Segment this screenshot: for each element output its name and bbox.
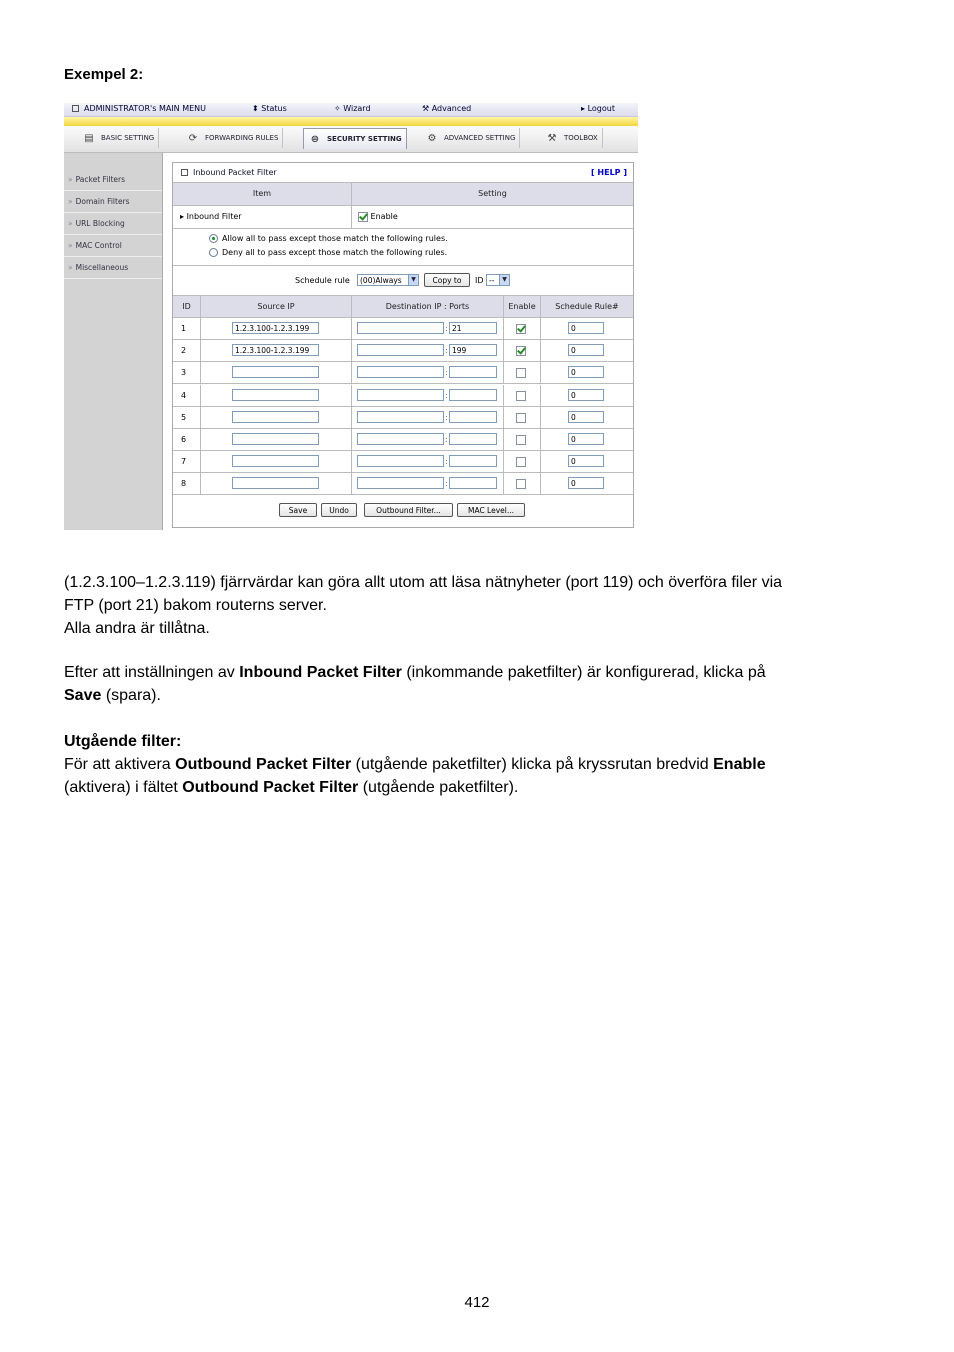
rule-enable-checkbox[interactable] <box>516 479 526 489</box>
enable-header: Enable <box>508 302 536 311</box>
schedule-input[interactable]: 0 <box>568 344 604 356</box>
sidebar-item-label: URL Blocking <box>75 219 125 228</box>
table-row <box>173 385 633 407</box>
paragraph-3 <box>64 730 894 799</box>
tab-label: TOOLBOX <box>564 134 598 142</box>
logout-label: Logout <box>587 104 615 113</box>
item-setting-header <box>173 183 633 206</box>
sidebar-item-domain-filters[interactable] <box>64 191 162 213</box>
bullet-icon: » <box>68 197 73 206</box>
panel-title-bar <box>173 163 633 183</box>
port-separator: : <box>445 479 448 488</box>
dest-ip-input[interactable] <box>357 366 444 378</box>
schedule-select[interactable] <box>357 274 419 286</box>
rule-enable-checkbox[interactable] <box>516 457 526 467</box>
sidebar-item-label: Domain Filters <box>75 197 130 206</box>
id-header: ID <box>182 302 191 311</box>
paragraph-1 <box>64 571 894 640</box>
page-number: 412 <box>464 1294 490 1311</box>
main-menu-label: ADMINISTRATOR's MAIN MENU <box>84 104 206 113</box>
rule-id: 3 <box>181 368 187 377</box>
rule-id: 1 <box>181 324 187 333</box>
tab-advanced-setting[interactable] <box>421 128 520 148</box>
port-separator: : <box>445 346 448 355</box>
schedule-input[interactable]: 0 <box>568 322 604 334</box>
sidebar <box>64 153 163 530</box>
port-separator: : <box>445 324 448 333</box>
sidebar-item-label: MAC Control <box>75 241 122 250</box>
rule-enable-checkbox[interactable] <box>516 346 526 356</box>
rule-enable-checkbox[interactable] <box>516 324 526 334</box>
tab-label: ADVANCED SETTING <box>444 134 516 142</box>
dest-ip-input[interactable] <box>357 477 444 489</box>
id-value: -- <box>489 276 495 285</box>
rule-id: 4 <box>181 391 187 400</box>
bullet-icon: » <box>68 241 73 250</box>
inbound-packet-filter-panel <box>172 162 634 528</box>
source-ip-input[interactable] <box>232 389 319 401</box>
allow-option[interactable] <box>209 234 448 243</box>
bold-term: Save <box>64 687 102 704</box>
rule-id: 8 <box>181 479 187 488</box>
rules-table-header <box>173 296 633 318</box>
port-separator: : <box>445 413 448 422</box>
arrow-right-icon: ▸ <box>180 212 187 221</box>
save-button[interactable]: Save <box>279 503 317 517</box>
mac-level-button[interactable]: MAC Level... <box>457 503 525 517</box>
tab-bar <box>64 126 638 153</box>
deny-rule-label: Deny all to pass except those match the following rules. <box>222 248 448 257</box>
rule-id: 6 <box>181 435 187 444</box>
table-row <box>173 362 633 384</box>
col-item-header: Item <box>252 189 272 198</box>
example-heading: Exempel 2: <box>64 66 144 83</box>
chevron-down-icon: ▼ <box>499 275 509 285</box>
panel-title: Inbound Packet Filter <box>193 168 277 177</box>
tab-label: FORWARDING RULES <box>205 134 279 142</box>
tab-toolbox[interactable] <box>541 128 603 148</box>
port-input[interactable] <box>449 433 497 445</box>
accent-bar <box>64 117 638 126</box>
inbound-filter-row <box>173 206 633 229</box>
rule-enable-checkbox[interactable] <box>516 413 526 423</box>
help-link[interactable]: [ HELP ] <box>590 168 627 177</box>
tab-label: SECURITY SETTING <box>327 135 402 143</box>
dest-ip-input[interactable] <box>357 433 444 445</box>
sidebar-item-label: Miscellaneous <box>75 263 129 272</box>
status-icon: ⬍ <box>252 104 262 113</box>
bold-term: Enable <box>713 756 766 773</box>
paragraph-2 <box>64 661 894 707</box>
wizard-icon: ✧ <box>334 104 344 113</box>
rule-enable-checkbox[interactable] <box>516 391 526 401</box>
rule-enable-checkbox[interactable] <box>516 368 526 378</box>
source-ip-input[interactable] <box>232 455 319 467</box>
schedule-input[interactable]: 0 <box>568 455 604 467</box>
deny-radio[interactable] <box>209 248 218 257</box>
enable-label: Enable <box>370 212 398 221</box>
source-ip-input[interactable] <box>232 366 319 378</box>
port-separator: : <box>445 435 448 444</box>
tab-basic-setting[interactable] <box>78 128 159 148</box>
chevron-down-icon: ▼ <box>408 275 418 285</box>
port-input[interactable] <box>449 477 497 489</box>
port-separator: : <box>445 391 448 400</box>
copy-to-button[interactable]: Copy to <box>424 273 470 287</box>
port-separator: : <box>445 368 448 377</box>
dest-ip-input[interactable] <box>357 455 444 467</box>
bullet-icon: » <box>68 263 73 272</box>
top-menu-bar <box>64 103 638 117</box>
schedule-input[interactable]: 0 <box>568 389 604 401</box>
advanced-setting-icon: ⚙ <box>427 132 437 144</box>
sidebar-item-url-blocking[interactable] <box>64 213 162 235</box>
main-menu-link[interactable] <box>72 104 206 113</box>
tab-security-setting[interactable] <box>303 128 407 149</box>
paragraph-1-line-2: FTP (port 21) bakom routerns server. <box>64 597 327 614</box>
wizard-label: Wizard <box>343 104 371 113</box>
advanced-link[interactable] <box>422 104 471 113</box>
table-row <box>173 473 633 495</box>
tab-forwarding-rules[interactable] <box>182 128 283 148</box>
undo-button[interactable]: Undo <box>321 503 357 517</box>
text-span: (utgående paketfilter) klicka på kryssrutan bredvid <box>351 756 714 773</box>
port-input[interactable] <box>449 455 497 467</box>
advanced-label: Advanced <box>431 104 472 113</box>
port-input[interactable] <box>449 411 497 423</box>
port-input[interactable] <box>449 389 497 401</box>
wizard-link[interactable] <box>334 104 371 113</box>
dest-ip-input[interactable] <box>357 322 444 334</box>
rule-enable-checkbox[interactable] <box>516 435 526 445</box>
arrow-right-icon: ▸ <box>581 104 588 113</box>
table-row <box>173 451 633 473</box>
section-title: Utgående filter: <box>64 733 182 750</box>
dest-ip-input[interactable] <box>357 389 444 401</box>
source-ip-input[interactable] <box>232 477 319 489</box>
text-span: (aktivera) i fältet <box>64 779 183 796</box>
source-ip-input[interactable] <box>232 411 319 423</box>
dest-ip-input[interactable] <box>357 411 444 423</box>
sidebar-item-miscellaneous[interactable] <box>64 257 162 279</box>
text-span: (inkommande paketfilter) är konfigurerad, klicka på <box>401 664 766 681</box>
tab-label: BASIC SETTING <box>101 134 155 142</box>
square-icon <box>72 105 79 112</box>
schedule-input[interactable]: 0 <box>568 366 604 378</box>
forwarding-icon: ⟳ <box>188 132 198 144</box>
router-screenshot <box>64 103 638 530</box>
destination-header: Destination IP : Ports <box>385 302 470 311</box>
col-setting-header: Setting <box>478 189 507 198</box>
dest-ip-input[interactable] <box>357 344 444 356</box>
advanced-icon: ⚒ <box>422 104 432 113</box>
bold-term: Outbound Packet Filter <box>175 756 352 773</box>
square-icon <box>181 169 188 176</box>
toolbox-icon: ⚒ <box>547 132 557 144</box>
text-span: För att aktivera <box>64 756 176 773</box>
enable-inbound-checkbox[interactable] <box>358 212 368 222</box>
schedule-input[interactable]: 0 <box>568 433 604 445</box>
paragraph-1-line-3: Alla andra är tillåtna. <box>64 620 210 637</box>
port-input[interactable]: 21 <box>449 322 497 334</box>
text-span: (spara). <box>101 687 161 704</box>
filter-mode-row <box>173 229 633 266</box>
outbound-filter-button[interactable]: Outbound Filter... <box>364 503 453 517</box>
table-row <box>173 429 633 451</box>
deny-option[interactable] <box>209 248 447 257</box>
schedule-input[interactable]: 0 <box>568 411 604 423</box>
text-span: (utgående paketfilter). <box>358 779 519 796</box>
bullet-icon: » <box>68 175 73 184</box>
schedule-row <box>173 266 633 296</box>
table-row <box>173 340 633 362</box>
logout-link[interactable] <box>581 104 615 113</box>
status-label: Status <box>261 104 287 113</box>
schedule-rule-label: Schedule rule <box>295 276 350 285</box>
allow-rule-label: Allow all to pass except those match the following rules. <box>222 234 448 243</box>
schedule-value: (00)Always <box>360 276 402 285</box>
bold-term: Outbound Packet Filter <box>182 779 359 796</box>
bullet-icon: » <box>68 219 73 228</box>
source-ip-header: Source IP <box>257 302 295 311</box>
inbound-filter-label: Inbound Filter <box>186 212 242 221</box>
rule-id: 7 <box>181 457 187 466</box>
port-separator: : <box>445 457 448 466</box>
source-ip-input[interactable]: 1.2.3.100-1.2.3.199 <box>232 344 319 356</box>
text-span: Efter att inställningen av <box>64 664 240 681</box>
sidebar-item-label: Packet Filters <box>75 175 125 184</box>
sidebar-item-packet-filters[interactable] <box>64 169 162 191</box>
paragraph-1-line-1: (1.2.3.100–1.2.3.119) fjärrvärdar kan göra allt utom att läsa nätnyheter (port 119) och överföra filer via <box>64 574 783 591</box>
table-row <box>173 407 633 429</box>
sidebar-item-mac-control[interactable] <box>64 235 162 257</box>
id-label: ID <box>475 276 484 285</box>
id-select[interactable] <box>486 274 510 286</box>
security-icon: ⊜ <box>310 133 320 145</box>
bold-term: Inbound Packet Filter <box>239 664 402 681</box>
rule-id: 2 <box>181 346 187 355</box>
book-icon: ▤ <box>84 132 94 144</box>
table-row <box>173 318 633 340</box>
port-input[interactable] <box>449 366 497 378</box>
allow-radio[interactable] <box>209 234 218 243</box>
schedule-input[interactable]: 0 <box>568 477 604 489</box>
schedule-header: Schedule Rule# <box>555 302 619 311</box>
status-link[interactable] <box>252 104 287 113</box>
rule-id: 5 <box>181 413 187 422</box>
source-ip-input[interactable]: 1.2.3.100-1.2.3.199 <box>232 322 319 334</box>
port-input[interactable]: 199 <box>449 344 497 356</box>
button-row <box>173 495 633 526</box>
source-ip-input[interactable] <box>232 433 319 445</box>
